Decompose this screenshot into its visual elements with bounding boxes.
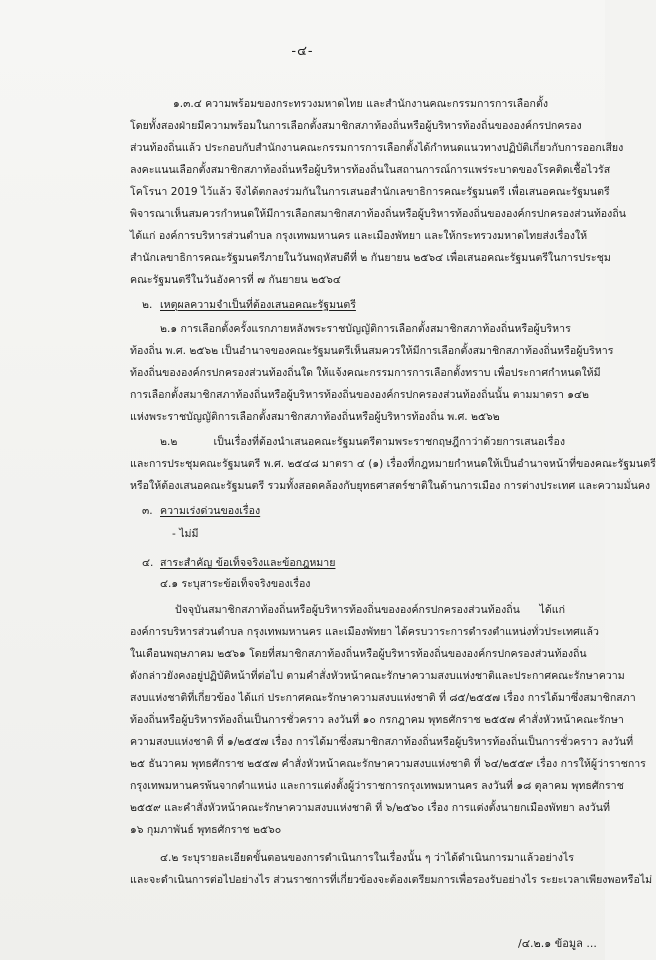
- paragraph-line: องค์การบริหารส่วนตำบล กรุงเทพมหานคร และเมืองพัทยา ได้ครบวาระการดำรงตำแหน่งทั่วประเทศแล้ว: [130, 626, 600, 638]
- paragraph-line: ๒.๑ การเลือกตั้งครั้งแรกภายหลังพระราชบัญญัติการเลือกตั้งสมาชิกสภาท้องถิ่นหรือผู้บริหาร: [160, 323, 571, 335]
- paragraph-line: ท้องถิ่นขององค์กรปกครองส่วนท้องถิ่นใด ให้แจ้งคณะกรรมการการเลือกตั้งทราบ เพื่อประกาศกำหนดให้มี: [130, 367, 601, 379]
- paragraph-line: ๒๕๕๙ และคำสั่งหัวหน้าคณะรักษาความสงบแห่งชาติ ที่ ๖/๒๕๖๐ เรื่อง การแต่งตั้งนายกเมืองพัทยา ลงวันที่: [130, 802, 610, 814]
- paragraph-line: ความสงบแห่งชาติ ที่ ๑/๒๕๕๗ เรื่อง การได้มาซึ่งสมาชิกสภาท้องถิ่นหรือผู้บริหารท้องถิ่นเป็นการชั่วคราว ลงวันที่: [130, 736, 634, 748]
- paragraph-line: สำนักเลขาธิการคณะรัฐมนตรีภายในวันพฤหัสบดีที่ ๒ กันยายน ๒๕๖๔ เพื่อเสนอคณะรัฐมนตรีในการประชุม: [130, 252, 611, 264]
- section-heading: ความเร่งด่วนของเรื่อง: [160, 505, 261, 517]
- paragraph-line: ในเดือนพฤษภาคม ๒๕๖๑ โดยที่สมาชิกสภาท้องถิ่นหรือผู้บริหารท้องถิ่นขององค์กรปกครองส่วนท้องถิ่น: [130, 648, 587, 660]
- paragraph-line: ดังกล่าวยังคงอยู่ปฏิบัติหน้าที่ต่อไป ตามคำสั่งหัวหน้าคณะรักษาความสงบแห่งชาติและประกาศคณะรักษาความ: [130, 670, 625, 682]
- section-number: ๔.: [142, 557, 154, 569]
- paragraph-line: สงบแห่งชาติที่เกี่ยวข้อง ได้แก่ ประกาศคณะรักษาความสงบแห่งชาติ ที่ ๘๕/๒๕๕๗ เรื่อง การได้มาซึ่งสมาชิกสภา: [130, 692, 636, 704]
- paragraph-line: ๒๕ ธันวาคม พุทธศักราช ๒๕๕๗ คำสั่งหัวหน้าคณะรักษาความสงบแห่งชาติ ที่ ๖๔/๒๕๕๙ เรื่อง การให้ผู้ว่าราชการ: [130, 758, 646, 770]
- paragraph-line: ๒.๒ เป็นเรื่องที่ต้องนำเสนอคณะรัฐมนตรีตามพระราชกฤษฎีกาว่าด้วยการเสนอเรื่อง: [160, 436, 565, 448]
- paragraph-line: ท้องถิ่นหรือผู้บริหารท้องถิ่นเป็นการชั่วคราว ลงวันที่ ๑๐ กรกฎาคม พุทธศักราช ๒๕๕๗ คำสั่งหัวหน้าคณะรักษา: [130, 714, 624, 726]
- paragraph-line: ๔.๒ ระบุรายละเอียดขั้นตอนของการดำเนินการในเรื่องนั้น ๆ ว่าได้ดำเนินการมาแล้วอย่างไร: [160, 852, 574, 864]
- paragraph-line: และจะดำเนินการต่อไปอย่างไร ส่วนราชการที่เกี่ยวข้องจะต้องเตรียมการเพื่อรองรับอย่างไร ระยะเวลาเพียงพอหรือไม่: [130, 874, 653, 886]
- paragraph-line: ๑๖ กุมภาพันธ์ พุทธศักราช ๒๕๖๐: [130, 824, 282, 836]
- paragraph-line: ส่วนท้องถิ่นแล้ว ประกอบกับสำนักงานคณะกรรมการการเลือกตั้งได้กำหนดแนวทางปฏิบัติเกี่ยวกับการออกเสียง: [130, 142, 624, 154]
- subsection-heading: ๔.๑ ระบุสาระข้อเท็จจริงของเรื่อง: [160, 578, 311, 590]
- paragraph-line: กรุงเทพมหานครพ้นจากตำแหน่ง และการแต่งตั้งผู้ว่าราชการกรุงเทพมหานคร ลงวันที่ ๑๘ ตุลาคม พุทธศักราช: [130, 780, 624, 792]
- paragraph-line: การเลือกตั้งสมาชิกสภาท้องถิ่นหรือผู้บริหารท้องถิ่นขององค์กรปกครองส่วนท้องถิ่นนั้น ตามมาตรา ๑๔๒: [130, 389, 590, 401]
- paragraph-line: คณะรัฐมนตรีในวันอังคารที่ ๗ กันยายน ๒๕๖๔: [130, 274, 341, 286]
- paragraph-line: ๑.๓.๔ ความพร้อมของกระทรวงมหาดไทย และสำนักงานคณะกรรมการการเลือกตั้ง: [173, 98, 548, 110]
- continuation-marker: /๔.๒.๑ ข้อมูล ...: [518, 937, 597, 950]
- section-body: - ไม่มี: [172, 528, 199, 540]
- section-number: ๓.: [142, 505, 153, 517]
- paragraph-line: ปัจจุบันสมาชิกสภาท้องถิ่นหรือผู้บริหารท้องถิ่นขององค์กรปกครองส่วนท้องถิ่น ได้แก่: [175, 604, 565, 616]
- section-heading: สาระสำคัญ ข้อเท็จจริงและข้อกฎหมาย: [160, 557, 336, 569]
- paragraph-line: หรือให้ต้องเสนอคณะรัฐมนตรี รวมทั้งสอดคล้องกับยุทธศาสตร์ชาติในด้านการเมือง การต่างประเทศ และความมั่นคง: [130, 480, 651, 492]
- paragraph-line: ท้องถิ่น พ.ศ. ๒๕๖๒ เป็นอำนาจของคณะรัฐมนตรีเห็นสมควรให้มีการเลือกตั้งสมาชิกสภาท้องถิ่นหรือผู้บริหาร: [130, 345, 614, 357]
- section-heading: เหตุผลความจำเป็นที่ต้องเสนอคณะรัฐมนตรี: [160, 299, 356, 311]
- paragraph-line: แห่งพระราชบัญญัติการเลือกตั้งสมาชิกสภาท้องถิ่นหรือผู้บริหารท้องถิ่น พ.ศ. ๒๕๖๒: [130, 411, 500, 423]
- paragraph-line: โดยทั้งสองฝ่ายมีความพร้อมในการเลือกตั้งสมาชิกสภาท้องถิ่นหรือผู้บริหารท้องถิ่นขององค์กรปกครอง: [130, 120, 582, 132]
- paragraph-line: พิจารณาเห็นสมควรกำหนดให้มีการเลือกสมาชิกสภาท้องถิ่นหรือผู้บริหารท้องถิ่นขององค์กรปกครองส่วนท้องถิ่น: [130, 208, 626, 220]
- page-number: -๔-: [291, 44, 314, 59]
- paragraph-line: ลงคะแนนเลือกตั้งสมาชิกสภาท้องถิ่นหรือผู้บริหารท้องถิ่นในสถานการณ์การแพร่ระบาดของโรคติดเชื้อไวรัส: [130, 164, 611, 176]
- paragraph-line: และการประชุมคณะรัฐมนตรี พ.ศ. ๒๕๔๘ มาตรา ๔ (๑) เรื่องที่กฎหมายกำหนดให้เป็นอำนาจหน้าที่ของคณะรัฐมนตรี: [130, 458, 656, 470]
- section-number: ๒.: [142, 299, 153, 311]
- paragraph-line: โคโรนา 2019 ไว้แล้ว จึงได้ตกลงร่วมกันในการเสนอสำนักเลขาธิการคณะรัฐมนตรี เพื่อเสนอคณะรัฐมนตรี: [130, 186, 610, 198]
- paragraph-line: ได้แก่ องค์การบริหารส่วนตำบล กรุงเทพมหานคร และเมืองพัทยา และให้กระทรวงมหาดไทยส่งเรื่องให้: [130, 230, 588, 242]
